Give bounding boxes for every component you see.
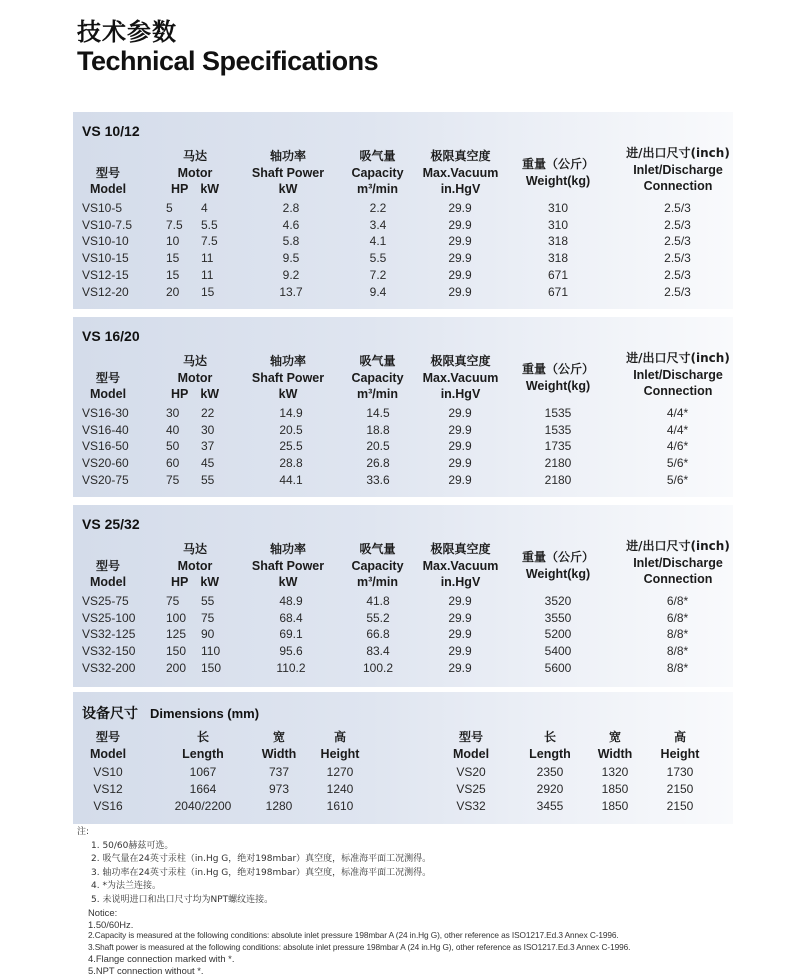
cell-kw: 11: [201, 251, 214, 266]
cell-hp: 150: [166, 644, 187, 659]
cell-capacity: 3.4: [369, 217, 387, 232]
cell-vacuum: 29.9: [448, 439, 472, 454]
dim-length-en: Length: [182, 746, 224, 761]
header-vacuum: [418, 353, 503, 403]
header-capacity-en: Capacity: [351, 165, 404, 180]
cell-weight: 671: [547, 284, 569, 299]
header-vacuum-en: Max.Vacuum: [422, 558, 499, 573]
header-weight-cn: 重量（公斤）: [521, 550, 594, 564]
cell-kw: 110: [201, 644, 221, 659]
dimensions-title-en: Dimensions (mm): [150, 706, 260, 721]
cell-capacity: 2.2: [369, 201, 387, 215]
cell-vacuum: 29.9: [448, 472, 472, 487]
cell-shaft: 48.9: [279, 594, 303, 608]
cell-model: VS10-10: [82, 234, 129, 249]
header-connection-en2: Connection: [643, 179, 713, 193]
header-weight-en: Weight(kg): [525, 378, 591, 393]
dimensions-title: [82, 703, 259, 723]
header-capacity-en: Capacity: [351, 370, 404, 385]
cell-model: VS16-30: [82, 406, 129, 420]
dim-cell-model: VS16: [93, 799, 123, 813]
header-shaft-cn: 轴功率: [269, 149, 306, 163]
cell-model: VS25-100: [82, 610, 136, 625]
cell-weight: 310: [547, 217, 569, 232]
cell-vacuum: 29.9: [448, 406, 472, 420]
cell-kw: 7.5: [201, 234, 218, 249]
cell-model: VS16-40: [82, 422, 129, 437]
cell-weight: 318: [547, 234, 569, 249]
cell-kw: 45: [201, 456, 215, 471]
notes-en-item: 3.Shaft power is measured at the following conditions: absolute inlet pressure 198mbar A (24 in.Hg G), other reference as ISO1217.Ed.3 Annex C-1996.: [88, 941, 631, 952]
cell-vacuum: 29.9: [448, 610, 472, 625]
cell-conn: 8/8*: [666, 627, 689, 642]
header-weight: [513, 549, 603, 582]
dim-cell-length: 1664: [189, 782, 217, 796]
dim-width-cn: 宽: [608, 730, 621, 744]
cell-model: VS10-7.5: [82, 217, 133, 232]
dim-model-cn: 型号: [458, 730, 483, 744]
cell-shaft: 4.6: [282, 217, 300, 232]
header-connection: [613, 350, 743, 400]
header-vacuum-unit: in.HgV: [440, 387, 481, 401]
dim-width-en: Width: [261, 746, 297, 761]
header-shaft-en: Shaft Power: [251, 558, 325, 573]
cell-conn: 8/8*: [666, 660, 689, 675]
dim-model-en: Model: [452, 746, 490, 761]
notes-cn-label: 注:: [77, 827, 90, 837]
header-model-en: Model: [89, 575, 127, 589]
cell-conn: 5/6*: [666, 456, 689, 471]
cell-conn: 4/4*: [666, 406, 689, 420]
cell-conn: 4/4*: [666, 422, 689, 437]
spec-panel: [73, 317, 733, 497]
header-vacuum-en: Max.Vacuum: [422, 370, 499, 385]
cell-capacity: 41.8: [366, 594, 390, 608]
dim-width-cn: 宽: [272, 730, 285, 744]
dim-cell-height: 1610: [326, 799, 354, 813]
dim-header-length-left: [158, 729, 248, 762]
cell-weight: 2180: [544, 472, 572, 487]
header-capacity: [335, 148, 420, 198]
notes-en-item: 5.NPT connection without *.: [88, 964, 204, 976]
header-weight-cn: 重量（公斤）: [521, 157, 594, 171]
header-shaft-unit: kW: [278, 182, 298, 196]
cell-weight: 3520: [544, 594, 572, 608]
header-weight: [513, 156, 603, 189]
cell-capacity: 83.4: [366, 644, 390, 659]
cell-kw: 75: [201, 610, 215, 625]
cell-capacity: 9.4: [369, 284, 387, 299]
dim-model-en: Model: [89, 746, 127, 761]
dim-height-cn: 高: [673, 730, 686, 744]
cell-hp: 20: [166, 284, 180, 299]
cell-shaft: 68.4: [279, 610, 303, 625]
header-model: [73, 370, 143, 403]
cell-capacity: 66.8: [366, 627, 390, 642]
dim-height-en: Height: [320, 746, 360, 761]
cell-vacuum: 29.9: [448, 217, 472, 232]
header-shaft-cn: 轴功率: [269, 354, 306, 368]
header-weight-en: Weight(kg): [525, 173, 591, 188]
header-connection-cn: 进/出口尺寸(inch): [626, 539, 730, 553]
spec-panel-title: VS 10/12: [82, 123, 140, 139]
header-capacity-unit: m³/min: [357, 575, 398, 589]
dim-cell-height: 2150: [666, 799, 694, 813]
dim-cell-length: 2350: [536, 765, 564, 779]
cell-kw: 30: [201, 422, 215, 437]
dim-cell-model: VS25: [456, 782, 486, 796]
header-motor-en: Motor: [177, 558, 213, 573]
dim-width-en: Width: [597, 746, 633, 761]
cell-model: VS32-125: [82, 627, 136, 642]
dim-length-en: Length: [529, 746, 571, 761]
dim-cell-height: 1270: [326, 765, 354, 779]
cell-conn: 2.5/3: [664, 267, 691, 282]
cell-weight: 318: [547, 251, 569, 266]
cell-vacuum: 29.9: [448, 201, 472, 215]
spec-panel: [73, 505, 733, 687]
header-capacity-en: Capacity: [351, 558, 404, 573]
header-vacuum: [418, 541, 503, 591]
cell-weight: 2180: [544, 456, 572, 471]
cell-shaft: 14.9: [279, 406, 303, 420]
cell-conn: 2.5/3: [664, 201, 691, 215]
header-model: [73, 558, 143, 591]
header-motor-cn: 马达: [182, 149, 207, 163]
header-motor-cn: 马达: [182, 354, 207, 368]
header-weight: [513, 361, 603, 394]
header-vacuum-cn: 极限真空度: [430, 149, 491, 163]
notes-cn-item: 4. *为法兰连接。: [91, 881, 161, 891]
dim-cell-width: 1850: [601, 799, 629, 813]
cell-kw: 4: [201, 201, 208, 215]
cell-vacuum: 29.9: [448, 251, 472, 266]
header-motor-en: Motor: [177, 165, 213, 180]
dim-cell-height: 1730: [666, 765, 694, 779]
cell-hp: 60: [166, 456, 180, 471]
notes-cn: [77, 826, 431, 907]
cell-hp: 10: [166, 234, 180, 249]
cell-hp: 125: [166, 627, 187, 642]
cell-vacuum: 29.9: [448, 644, 472, 659]
cell-shaft: 95.6: [279, 644, 303, 659]
cell-vacuum: 29.9: [448, 422, 472, 437]
header-vacuum-unit: in.HgV: [440, 182, 481, 196]
dim-header-width-right: [585, 729, 645, 762]
cell-hp: 200: [166, 660, 187, 675]
header-model-cn: 型号: [95, 558, 120, 573]
dim-height-en: Height: [660, 746, 700, 761]
dim-cell-length: 2040/2200: [174, 799, 232, 813]
cell-conn: 6/8*: [666, 594, 689, 608]
spec-panel-title: VS 25/32: [82, 516, 140, 532]
header-vacuum: [418, 148, 503, 198]
header-shaft-unit: kW: [278, 387, 298, 401]
cell-capacity: 18.8: [366, 422, 390, 437]
cell-shaft: 25.5: [279, 439, 303, 454]
cell-conn: 8/8*: [666, 644, 689, 659]
header-connection-en: Inlet/Discharge: [633, 555, 723, 570]
dim-cell-length: 1067: [189, 765, 217, 779]
header-capacity-cn: 吸气量: [359, 354, 396, 368]
cell-vacuum: 29.9: [448, 284, 472, 299]
dim-cell-width: 1850: [601, 782, 629, 796]
dim-header-width-left: [249, 729, 309, 762]
notes-cn-item: 2. 吸气量在24英寸汞柱（in.Hg G，绝对198mbar）真空度，标准海平面工况测得。: [91, 854, 432, 864]
cell-kw: 55: [201, 594, 215, 608]
cell-shaft: 44.1: [279, 472, 303, 487]
header-connection-en2: Connection: [643, 572, 713, 586]
notes-en-item: 1.50/60Hz.: [88, 918, 134, 930]
dim-header-height-right: [650, 729, 710, 762]
cell-conn: 5/6*: [666, 472, 689, 487]
header-motor-units: [155, 386, 235, 403]
dim-length-cn: 长: [196, 730, 209, 744]
header-connection-en: Inlet/Discharge: [633, 367, 723, 382]
header-motor: [155, 148, 235, 198]
dim-cell-model: VS10: [93, 765, 123, 779]
dim-header-length-right: [505, 729, 595, 762]
header-connection-cn: 进/出口尺寸(inch): [626, 351, 730, 365]
header-connection-cn: 进/出口尺寸(inch): [626, 146, 730, 160]
header-hp: HP: [170, 182, 189, 196]
cell-kw: 90: [201, 627, 215, 642]
cell-capacity: 20.5: [366, 439, 390, 454]
cell-kw: 15: [201, 284, 215, 299]
header-vacuum-unit: in.HgV: [440, 575, 481, 589]
cell-hp: 30: [166, 406, 180, 420]
cell-model: VS20-75: [82, 472, 129, 487]
cell-model: VS32-150: [82, 644, 136, 659]
header-vacuum-en: Max.Vacuum: [422, 165, 499, 180]
header-capacity-unit: m³/min: [357, 387, 398, 401]
header-shaft-cn: 轴功率: [269, 542, 306, 556]
cell-model: VS16-50: [82, 439, 129, 454]
dim-cell-length: 2920: [536, 782, 564, 796]
cell-capacity: 100.2: [362, 660, 394, 675]
cell-model: VS10-5: [82, 201, 123, 215]
header-capacity: [335, 353, 420, 403]
spec-panel: [73, 112, 733, 309]
dim-cell-model: VS12: [93, 782, 123, 796]
cell-kw: 55: [201, 472, 215, 487]
header-model-en: Model: [89, 387, 127, 401]
header-connection: [613, 538, 743, 588]
cell-weight: 3550: [544, 610, 572, 625]
cell-conn: 2.5/3: [664, 284, 691, 299]
cell-weight: 1735: [544, 439, 572, 454]
dim-cell-height: 1240: [326, 782, 354, 796]
notes-en: [88, 907, 630, 976]
notes-cn-item: 3. 轴功率在24英寸汞柱（in.Hg G，绝对198mbar）真空度，标准海平面工况测得。: [91, 867, 432, 878]
header-motor-cn: 马达: [182, 542, 207, 556]
dim-cell-model: VS32: [456, 799, 486, 813]
dim-cell-model: VS20: [456, 765, 486, 779]
dim-cell-height: 2150: [666, 782, 694, 796]
cell-capacity: 55.2: [366, 610, 390, 625]
header-motor: [155, 353, 235, 403]
header-motor-en: Motor: [177, 370, 213, 385]
cell-weight: 5600: [544, 660, 572, 675]
cell-conn: 2.5/3: [664, 217, 691, 232]
header-shaft: [238, 353, 338, 403]
cell-kw: 37: [201, 439, 215, 454]
cell-shaft: 9.5: [282, 251, 300, 266]
cell-model: VS20-60: [82, 456, 129, 471]
cell-vacuum: 29.9: [448, 594, 472, 608]
cell-vacuum: 29.9: [448, 267, 472, 282]
notes-en-item: 2.Capacity is measured at the following conditions: absolute inlet pressure 198mbar A (24 in.Hg G), other reference as ISO1217.Ed.3 Annex C-1996.: [88, 930, 619, 940]
cell-conn: 4/6*: [666, 439, 689, 454]
dimensions-panel: [73, 692, 733, 824]
page-title-en: Technical Specifications: [77, 46, 379, 76]
cell-shaft: 110.2: [276, 660, 306, 675]
cell-capacity: 14.5: [366, 406, 390, 420]
header-capacity-cn: 吸气量: [359, 149, 396, 163]
cell-conn: 2.5/3: [664, 234, 691, 249]
cell-weight: 1535: [544, 422, 572, 437]
cell-capacity: 5.5: [369, 251, 387, 266]
header-kw: kW: [200, 182, 220, 196]
header-hp: HP: [170, 575, 189, 589]
header-model-cn: 型号: [95, 370, 120, 385]
header-motor-units: [155, 574, 235, 591]
cell-shaft: 69.1: [279, 627, 303, 642]
dim-cell-width: 1320: [601, 765, 629, 779]
cell-hp: 15: [166, 267, 180, 282]
header-vacuum-cn: 极限真空度: [430, 354, 491, 368]
dim-cell-width: 1280: [265, 799, 293, 813]
dim-cell-width: 973: [268, 782, 290, 796]
header-shaft-en: Shaft Power: [251, 165, 325, 180]
header-vacuum-cn: 极限真空度: [430, 542, 491, 556]
cell-model: VS12-20: [82, 284, 129, 299]
header-capacity-cn: 吸气量: [359, 542, 396, 556]
cell-vacuum: 29.9: [448, 627, 472, 642]
header-capacity-unit: m³/min: [357, 182, 398, 196]
cell-capacity: 26.8: [366, 456, 390, 471]
cell-shaft: 13.7: [279, 284, 303, 299]
header-weight-cn: 重量（公斤）: [521, 362, 594, 376]
dim-header-model-left: [73, 729, 143, 762]
notes-cn-item: 1. 50/60赫兹可选。: [91, 840, 174, 851]
cell-weight: 1535: [544, 406, 572, 420]
dim-height-cn: 高: [333, 730, 346, 744]
notes-en-item: 4.Flange connection marked with *.: [88, 953, 235, 964]
header-motor-units: [155, 181, 235, 198]
cell-capacity: 7.2: [369, 267, 387, 282]
cell-shaft: 20.5: [279, 422, 303, 437]
dim-header-model-right: [436, 729, 506, 762]
cell-hp: 7.5: [166, 217, 183, 232]
cell-conn: 2.5/3: [664, 251, 691, 266]
header-model-cn: 型号: [95, 165, 120, 180]
cell-capacity: 4.1: [369, 234, 387, 249]
cell-hp: 40: [166, 422, 180, 437]
cell-model: VS12-15: [82, 267, 129, 282]
header-shaft-unit: kW: [278, 575, 298, 589]
cell-kw: 22: [201, 406, 215, 420]
header-connection: [613, 145, 743, 195]
header-kw: kW: [200, 575, 220, 589]
cell-vacuum: 29.9: [448, 234, 472, 249]
spec-panel-title: VS 16/20: [82, 328, 140, 344]
cell-kw: 5.5: [201, 217, 218, 232]
cell-conn: 6/8*: [666, 610, 689, 625]
cell-capacity: 33.6: [366, 472, 390, 487]
header-model: [73, 165, 143, 198]
header-shaft: [238, 148, 338, 198]
cell-shaft: 5.8: [282, 234, 300, 249]
cell-model: VS10-15: [82, 251, 129, 266]
header-connection-en: Inlet/Discharge: [633, 162, 723, 177]
cell-weight: 5200: [544, 627, 572, 642]
cell-vacuum: 29.9: [448, 660, 472, 675]
cell-model: VS32-200: [82, 660, 136, 675]
header-motor: [155, 541, 235, 591]
cell-shaft: 9.2: [282, 267, 300, 282]
cell-shaft: 28.8: [279, 456, 303, 471]
header-connection-en2: Connection: [643, 384, 713, 398]
header-kw: kW: [200, 387, 220, 401]
cell-model: VS25-75: [82, 594, 129, 608]
cell-hp: 75: [166, 594, 180, 608]
dim-header-height-left: [310, 729, 370, 762]
page-title-cn: 技术参数: [77, 18, 177, 46]
header-capacity: [335, 541, 420, 591]
cell-kw: 11: [201, 267, 214, 282]
cell-hp: 15: [166, 251, 180, 266]
cell-weight: 671: [547, 267, 569, 282]
cell-hp: 5: [166, 201, 173, 215]
dim-cell-length: 3455: [536, 799, 564, 813]
notes-cn-item: 5. 未说明进口和出口尺寸均为NPT螺纹连接。: [91, 894, 274, 905]
cell-kw: 150: [201, 660, 222, 675]
cell-hp: 100: [166, 610, 187, 625]
dim-cell-width: 737: [268, 765, 290, 779]
header-hp: HP: [170, 387, 189, 401]
header-shaft-en: Shaft Power: [251, 370, 325, 385]
cell-hp: 50: [166, 439, 180, 454]
cell-shaft: 2.8: [282, 201, 300, 215]
dimensions-title-cn: 设备尺寸: [82, 706, 138, 722]
notes-en-label: Notice:: [88, 907, 118, 918]
header-weight-en: Weight(kg): [525, 566, 591, 581]
header-model-en: Model: [89, 182, 127, 196]
dim-length-cn: 长: [543, 730, 556, 744]
cell-weight: 310: [547, 201, 569, 215]
cell-vacuum: 29.9: [448, 456, 472, 471]
header-shaft: [238, 541, 338, 591]
dim-model-cn: 型号: [95, 730, 120, 744]
cell-weight: 5400: [544, 644, 572, 659]
cell-hp: 75: [166, 472, 180, 487]
